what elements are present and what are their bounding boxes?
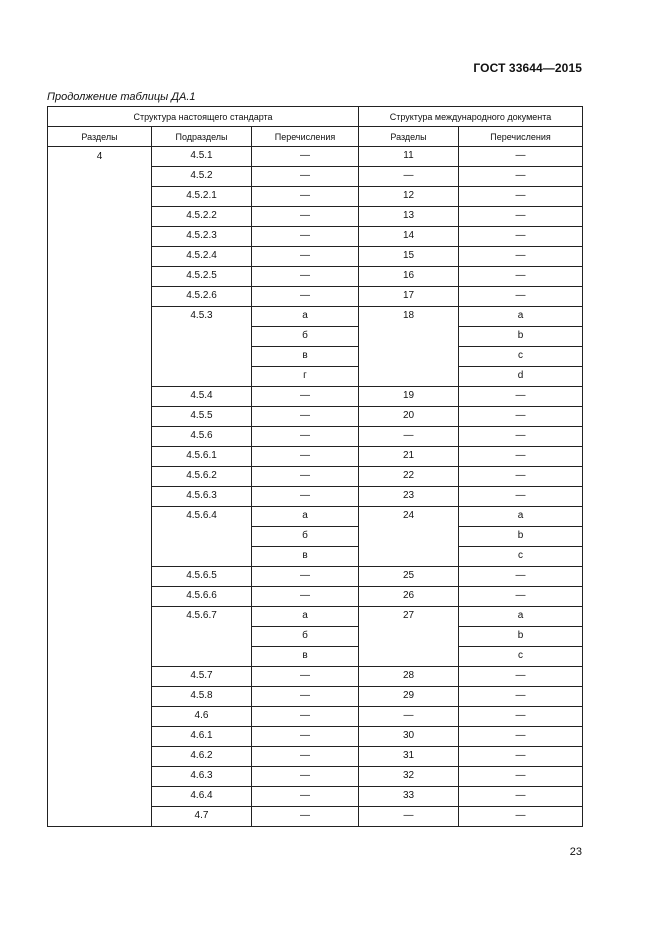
enumeration-cell: б	[252, 327, 359, 347]
subsection-cell: 4.5.2.1	[152, 187, 252, 207]
enumeration-cell: а	[252, 307, 359, 327]
subsection-cell: 4.5.6.5	[152, 567, 252, 587]
enumeration-cell: —	[252, 687, 359, 707]
table-row	[48, 147, 583, 167]
intl-enumeration-cell: b	[459, 327, 583, 347]
enumeration-cell: б	[252, 527, 359, 547]
subsection-cell: 4.6.1	[152, 727, 252, 747]
enumeration-cell: —	[252, 587, 359, 607]
subsection-cell: 4.5.2.2	[152, 207, 252, 227]
subsection-cell: 4.6.3	[152, 767, 252, 787]
intl-enumeration-cell: —	[459, 167, 583, 187]
intl-enumeration-cell: —	[459, 227, 583, 247]
intl-section-cell: 21	[359, 447, 459, 467]
intl-enumeration-cell: —	[459, 667, 583, 687]
intl-enumeration-cell: —	[459, 467, 583, 487]
intl-enumeration-cell: —	[459, 487, 583, 507]
column-header-row	[48, 127, 583, 147]
subsection-cell: 4.5.2.6	[152, 287, 252, 307]
intl-section-cell: 20	[359, 407, 459, 427]
subsection-cell: 4.5.6.3	[152, 487, 252, 507]
intl-section-cell: 32	[359, 767, 459, 787]
enumeration-cell: —	[252, 767, 359, 787]
subsection-cell: 4.6	[152, 707, 252, 727]
intl-section-cell: 28	[359, 667, 459, 687]
column-header: Подразделы	[152, 127, 252, 147]
column-header: Разделы	[48, 127, 152, 147]
enumeration-cell: а	[252, 507, 359, 527]
enumeration-cell: —	[252, 247, 359, 267]
enumeration-cell: —	[252, 447, 359, 467]
intl-enumeration-cell: —	[459, 807, 583, 827]
section-cell: 4	[48, 147, 152, 827]
intl-enumeration-cell: c	[459, 547, 583, 567]
intl-section-cell: 31	[359, 747, 459, 767]
intl-enumeration-cell: —	[459, 787, 583, 807]
intl-enumeration-cell: —	[459, 767, 583, 787]
page-number: 23	[569, 846, 582, 858]
intl-enumeration-cell: a	[459, 307, 583, 327]
column-header: Разделы	[359, 127, 459, 147]
intl-section-cell: —	[359, 427, 459, 447]
column-header: Перечисления	[252, 127, 359, 147]
intl-enumeration-cell: c	[459, 647, 583, 667]
intl-enumeration-cell: —	[459, 287, 583, 307]
enumeration-cell: —	[252, 207, 359, 227]
intl-section-cell: 16	[359, 267, 459, 287]
subsection-cell: 4.5.2.3	[152, 227, 252, 247]
intl-enumeration-cell: —	[459, 587, 583, 607]
intl-section-cell: 24	[359, 507, 459, 567]
intl-enumeration-cell: —	[459, 427, 583, 447]
intl-enumeration-cell: —	[459, 747, 583, 767]
enumeration-cell: —	[252, 187, 359, 207]
intl-section-cell: —	[359, 167, 459, 187]
enumeration-cell: —	[252, 267, 359, 287]
enumeration-cell: в	[252, 647, 359, 667]
intl-section-cell: 23	[359, 487, 459, 507]
group-header-row	[48, 107, 583, 127]
enumeration-cell: —	[252, 227, 359, 247]
enumeration-cell: —	[252, 787, 359, 807]
intl-enumeration-cell: a	[459, 507, 583, 527]
intl-section-cell: 29	[359, 687, 459, 707]
subsection-cell: 4.5.6.2	[152, 467, 252, 487]
enumeration-cell: г	[252, 367, 359, 387]
document-code: ГОСТ 33644—2015	[473, 61, 582, 75]
subsection-cell: 4.5.6.6	[152, 587, 252, 607]
enumeration-cell: —	[252, 747, 359, 767]
enumeration-cell: б	[252, 627, 359, 647]
subsection-cell: 4.5.4	[152, 387, 252, 407]
subsection-cell: 4.5.1	[152, 147, 252, 167]
intl-enumeration-cell: —	[459, 387, 583, 407]
subsection-cell: 4.5.6.7	[152, 607, 252, 667]
table-caption: Продолжение таблицы ДА.1	[47, 91, 196, 103]
subsection-cell: 4.5.2	[152, 167, 252, 187]
enumeration-cell: —	[252, 407, 359, 427]
intl-enumeration-cell: a	[459, 607, 583, 627]
enumeration-cell: —	[252, 807, 359, 827]
intl-section-cell: —	[359, 807, 459, 827]
enumeration-cell: —	[252, 287, 359, 307]
intl-section-cell: 22	[359, 467, 459, 487]
subsection-cell: 4.6.2	[152, 747, 252, 767]
enumeration-cell: —	[252, 427, 359, 447]
intl-section-cell: 25	[359, 567, 459, 587]
intl-enumeration-cell: c	[459, 347, 583, 367]
intl-section-cell: 11	[359, 147, 459, 167]
intl-enumeration-cell: d	[459, 367, 583, 387]
column-header: Перечисления	[459, 127, 583, 147]
enumeration-cell: —	[252, 167, 359, 187]
intl-enumeration-cell: —	[459, 207, 583, 227]
enumeration-cell: —	[252, 667, 359, 687]
intl-section-cell: 13	[359, 207, 459, 227]
intl-enumeration-cell: b	[459, 527, 583, 547]
intl-enumeration-cell: —	[459, 687, 583, 707]
intl-section-cell: 14	[359, 227, 459, 247]
intl-enumeration-cell: —	[459, 147, 583, 167]
enumeration-cell: —	[252, 467, 359, 487]
intl-enumeration-cell: —	[459, 187, 583, 207]
subsection-cell: 4.5.6.4	[152, 507, 252, 567]
subsection-cell: 4.5.2.5	[152, 267, 252, 287]
enumeration-cell: —	[252, 147, 359, 167]
intl-section-cell: 18	[359, 307, 459, 387]
enumeration-cell: а	[252, 607, 359, 627]
intl-section-cell: 33	[359, 787, 459, 807]
subsection-cell: 4.5.6	[152, 427, 252, 447]
intl-section-cell: —	[359, 707, 459, 727]
enumeration-cell: —	[252, 387, 359, 407]
intl-section-cell: 12	[359, 187, 459, 207]
group-header-current-standard: Структура настоящего стандарта	[48, 107, 359, 127]
enumeration-cell: —	[252, 567, 359, 587]
intl-section-cell: 30	[359, 727, 459, 747]
intl-enumeration-cell: —	[459, 267, 583, 287]
intl-enumeration-cell: —	[459, 247, 583, 267]
intl-enumeration-cell: —	[459, 407, 583, 427]
enumeration-cell: —	[252, 727, 359, 747]
intl-enumeration-cell: —	[459, 727, 583, 747]
intl-section-cell: 27	[359, 607, 459, 667]
intl-enumeration-cell: —	[459, 567, 583, 587]
intl-enumeration-cell: —	[459, 707, 583, 727]
group-header-international-document: Структура международного документа	[359, 107, 583, 127]
intl-section-cell: 17	[359, 287, 459, 307]
enumeration-cell: в	[252, 547, 359, 567]
intl-enumeration-cell: —	[459, 447, 583, 467]
intl-section-cell: 26	[359, 587, 459, 607]
subsection-cell: 4.5.7	[152, 667, 252, 687]
subsection-cell: 4.6.4	[152, 787, 252, 807]
enumeration-cell: —	[252, 487, 359, 507]
subsection-cell: 4.5.5	[152, 407, 252, 427]
intl-section-cell: 19	[359, 387, 459, 407]
subsection-cell: 4.5.2.4	[152, 247, 252, 267]
intl-enumeration-cell: b	[459, 627, 583, 647]
intl-section-cell: 15	[359, 247, 459, 267]
correspondence-table	[47, 106, 583, 827]
subsection-cell: 4.5.8	[152, 687, 252, 707]
subsection-cell: 4.5.6.1	[152, 447, 252, 467]
enumeration-cell: —	[252, 707, 359, 727]
enumeration-cell: в	[252, 347, 359, 367]
table-body	[48, 147, 583, 827]
subsection-cell: 4.7	[152, 807, 252, 827]
subsection-cell: 4.5.3	[152, 307, 252, 387]
